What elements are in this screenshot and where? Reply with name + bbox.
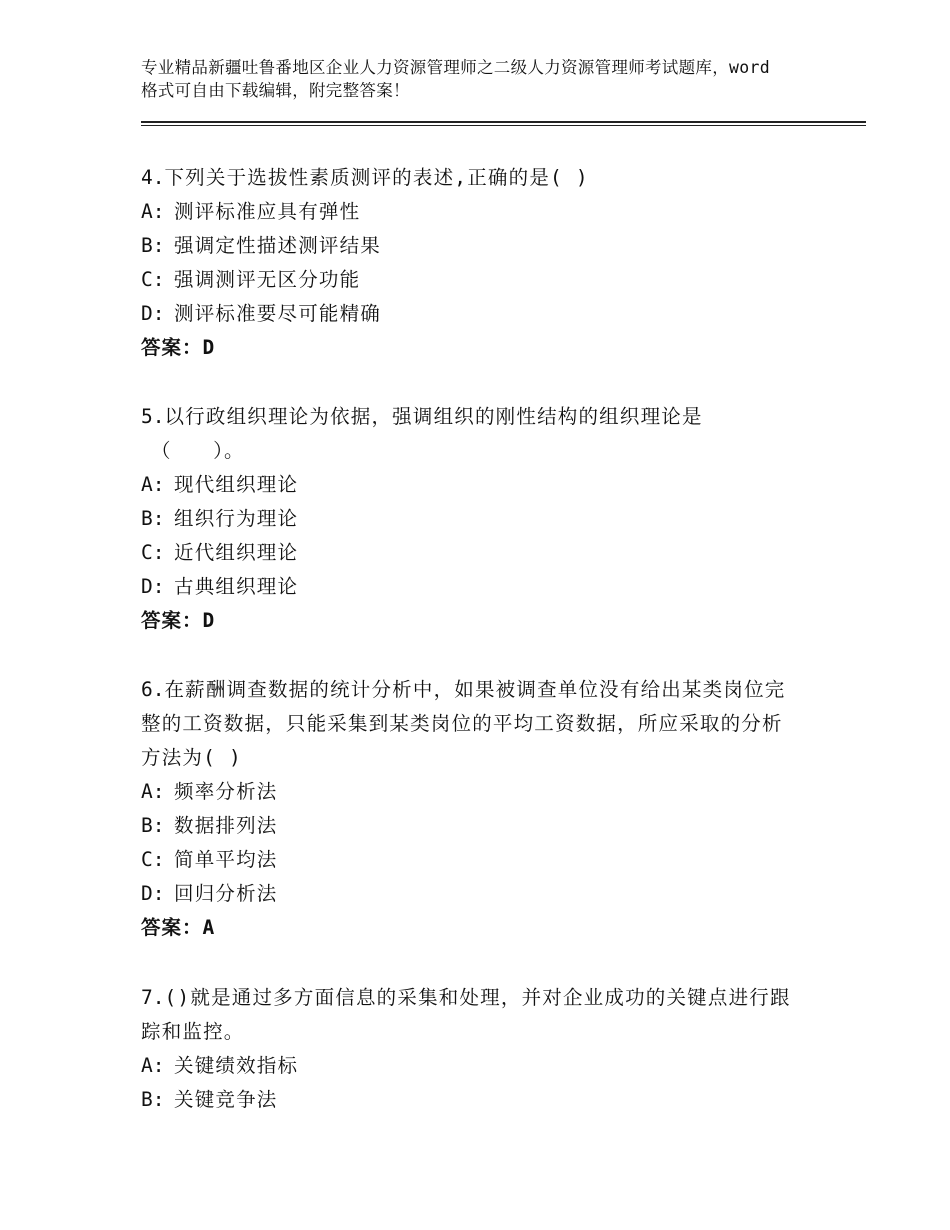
question-6: [141, 673, 801, 945]
question-stem: [141, 161, 801, 195]
answer-label: 答案：D: [141, 609, 216, 632]
question-number: 5.: [141, 405, 165, 428]
option-text: 现代组织理论: [174, 473, 299, 496]
header-divider-thick: [141, 121, 866, 123]
option-key: D:: [141, 575, 165, 598]
option-a: [141, 775, 801, 809]
option-key: C:: [141, 268, 165, 291]
answer-label: 答案：D: [141, 336, 216, 359]
question-number: 4.: [141, 166, 165, 189]
option-d: [141, 570, 801, 604]
question-stem: [141, 981, 801, 1049]
option-text: 测评标准要尽可能精确: [174, 302, 382, 325]
option-b: [141, 229, 801, 263]
option-key: A:: [141, 200, 165, 223]
option-key: D:: [141, 302, 165, 325]
option-text: 频率分析法: [174, 780, 278, 803]
option-text: 关键竞争法: [174, 1088, 278, 1111]
question-text: 在薪酬调查数据的统计分析中，如果被调查单位没有给出某类岗位完整的工资数据，只能采集到某类岗位的平均工资数据，所应采取的分析方法为( ): [141, 678, 786, 769]
option-b: [141, 502, 801, 536]
question-number: 7.: [141, 986, 165, 1009]
question-text: ()就是通过多方面信息的采集和处理，并对企业成功的关键点进行跟踪和监控。: [141, 986, 791, 1043]
document-header-title: 专业精品新疆吐鲁番地区企业人力资源管理师之二级人力资源管理师考试题库，word格式可自由下载编辑，附完整答案！: [141, 58, 770, 100]
question-4: [141, 161, 801, 365]
question-5: [141, 400, 801, 638]
option-text: 简单平均法: [174, 848, 278, 871]
option-b: [141, 1083, 801, 1117]
option-text: 组织行为理论: [174, 507, 299, 530]
question-stem: [141, 673, 801, 775]
option-text: 强调测评无区分功能: [174, 268, 361, 291]
question-number: 6.: [141, 678, 165, 701]
option-c: [141, 536, 801, 570]
question-text: 下列关于选拔性素质测评的表述,正确的是( ): [164, 166, 589, 189]
option-key: C:: [141, 848, 165, 871]
option-d: [141, 297, 801, 331]
option-text: 古典组织理论: [174, 575, 299, 598]
option-key: C:: [141, 541, 165, 564]
option-a: [141, 468, 801, 502]
option-text: 强调定性描述测评结果: [174, 234, 382, 257]
option-a: [141, 195, 801, 229]
option-key: B:: [141, 507, 165, 530]
option-key: B:: [141, 1088, 165, 1111]
option-text: 回归分析法: [174, 882, 278, 905]
question-stem: [141, 400, 801, 434]
option-c: [141, 263, 801, 297]
option-text: 关键绩效指标: [174, 1054, 299, 1077]
option-a: [141, 1049, 801, 1083]
option-key: A:: [141, 780, 165, 803]
option-key: A:: [141, 473, 165, 496]
option-key: B:: [141, 814, 165, 837]
header-divider-thin: [141, 125, 866, 126]
option-key: D:: [141, 882, 165, 905]
question-7: [141, 981, 801, 1117]
option-d: [141, 877, 801, 911]
option-text: 测评标准应具有弹性: [174, 200, 361, 223]
option-key: A:: [141, 1054, 165, 1077]
question-text: 以行政组织理论为依据，强调组织的刚性结构的组织理论是: [164, 405, 703, 428]
question-blank-line: （ ）。: [151, 439, 245, 462]
option-b: [141, 809, 801, 843]
option-key: B:: [141, 234, 165, 257]
option-c: [141, 843, 801, 877]
option-text: 数据排列法: [174, 814, 278, 837]
option-text: 近代组织理论: [174, 541, 299, 564]
answer-label: 答案：A: [141, 916, 216, 939]
